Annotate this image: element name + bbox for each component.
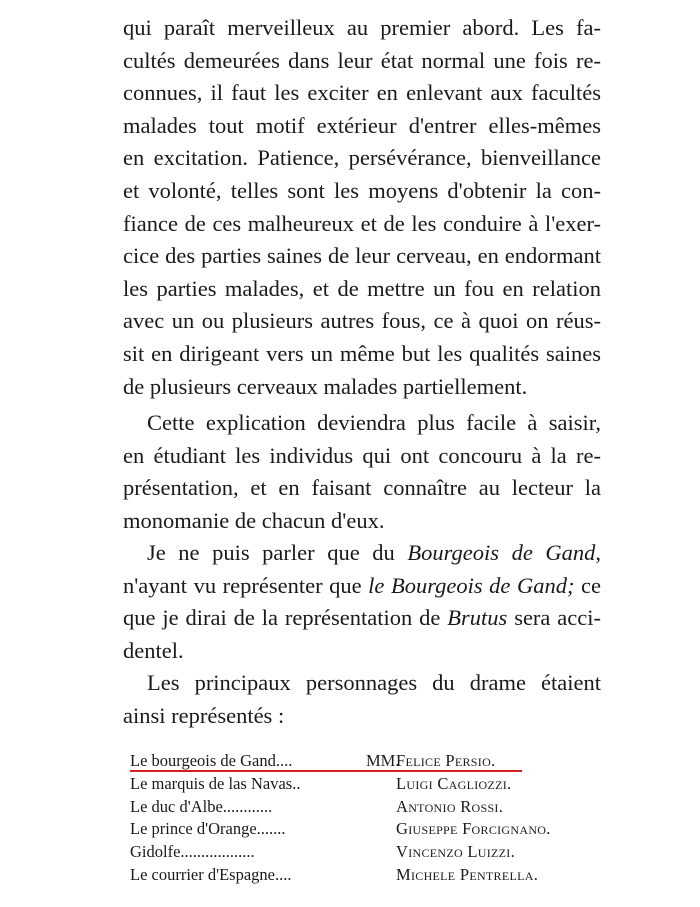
text-line: malades tout motif extérieur d'entrer elles-mêmes [123, 112, 601, 138]
text-line: présentation, et en faisant connaître au lecteur la [123, 475, 601, 501]
text-line [123, 602, 601, 635]
cast-role: Le courrier d'Espagne.... [130, 864, 292, 884]
paragraph-3 [123, 537, 601, 667]
cast-mm-label: MM. [366, 751, 400, 770]
text-line [123, 570, 601, 603]
cast-actor: Michele Pentrella. [396, 864, 539, 884]
cast-role: Le bourgeois de Gand.... [130, 751, 293, 770]
text-run: Je ne puis parler que du [147, 540, 408, 565]
cast-row [130, 773, 570, 796]
text-line: en étudiant les individus qui ont concouru à la re- [123, 442, 601, 468]
paragraph-4 [123, 667, 601, 732]
cast-actor: Luigi Cagliozzi. [396, 773, 512, 793]
text-line: en excitation. Patience, persévérance, bienveillance [123, 145, 601, 171]
text-line: cice des parties saines de leur cerveau, en endormant [123, 243, 601, 269]
text-run: que je dirai de la représentation de [123, 605, 448, 631]
text-line: Les principaux personnages du drame étaient [147, 670, 601, 695]
text-line: monomanie de chacun d'eux. [123, 507, 385, 533]
text-run: ce [574, 572, 601, 598]
text-line: dentel. [123, 637, 184, 663]
text-line: de plusieurs cerveaux malades partiellement. [123, 373, 528, 399]
text-line: qui paraît merveilleux au premier abord. Les fa- [123, 15, 601, 40]
cast-row [130, 818, 570, 841]
cast-role: Le duc d'Albe............ [130, 796, 273, 816]
text-run: n'ayant vu représenter que [123, 572, 369, 598]
text-line [123, 537, 601, 570]
paragraph-1 [123, 12, 601, 403]
cast-row [130, 841, 570, 864]
text-run: sera acci- [507, 605, 602, 631]
text-line: Cette explication deviendra plus facile à saisir, [147, 410, 601, 435]
text-line: ainsi représentés : [123, 702, 285, 728]
red-underline-annotation [130, 770, 522, 772]
cast-actor: Antonio Rossi. [396, 796, 504, 816]
italic-title: Brutus [447, 605, 508, 631]
text-line: et volonté, telles sont les moyens d'obtenir la con- [123, 177, 601, 203]
cast-actor: Giuseppe Forcignano. [396, 819, 551, 839]
text-line: connues, il faut les exciter en enlevant aux facultés [123, 80, 601, 106]
text-run: , [595, 540, 601, 565]
cast-role: Le prince d'Orange....... [130, 819, 286, 839]
text-line: avec un ou plusieurs autres fous, ce à quoi on réus- [123, 308, 601, 334]
cast-role: Le marquis de las Navas.. [130, 773, 301, 793]
cast-row [130, 796, 570, 819]
italic-title: Bourgeois de Gand [407, 540, 596, 565]
cast-actor: Vincenzo Luizzi. [396, 842, 516, 862]
text-line: les parties malades, et de mettre un fou en relation [123, 275, 601, 301]
cast-role: Gidolfe.................. [130, 842, 255, 862]
text-line: fiance de ces malheureux et de les conduire à l'exer- [123, 210, 601, 236]
cast-actor: Felice Persio. [396, 751, 496, 770]
text-line: cultés demeurées dans leur état normal une fois re- [123, 47, 601, 73]
text-line: sit en dirigeant vers un même but les qualités saines [123, 340, 601, 366]
paragraph-2 [123, 407, 601, 537]
cast-row [130, 864, 570, 887]
italic-title: le Bourgeois de Gand; [368, 572, 575, 598]
